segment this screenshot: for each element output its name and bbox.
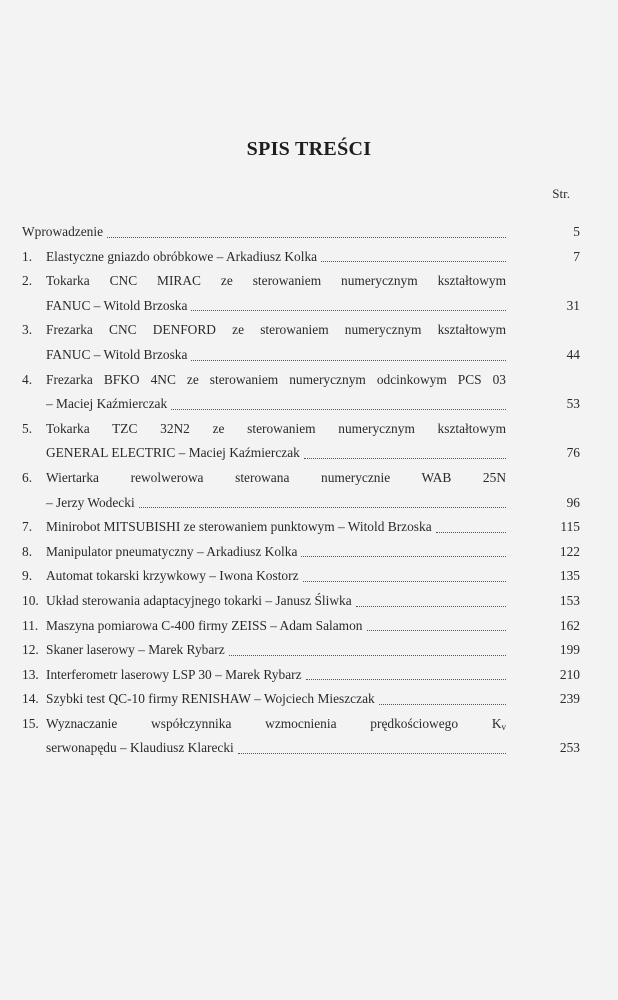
entry-title: Minirobot MITSUBISHI ze sterowaniem punktowym – Witold Brzoska xyxy=(46,519,432,535)
toc-entry-last-line xyxy=(22,614,582,639)
entry-title: GENERAL ELECTRIC – Maciej Kaźmierczak xyxy=(46,445,300,461)
dot-leader xyxy=(356,605,506,607)
toc-entry-last-line xyxy=(22,343,582,368)
dot-leader xyxy=(367,629,507,631)
toc-entry-last-line xyxy=(22,515,582,540)
entry-title: FANUC – Witold Brzoska xyxy=(46,297,188,313)
entry-number: 10. xyxy=(22,592,39,608)
entry-title: Wyznaczanie współczynnika wzmocnienia prędkościowego K xyxy=(46,715,502,731)
entry-title: Szybki test QC-10 firmy RENISHAW – Wojciech Mieszczak xyxy=(46,691,375,707)
entry-title: Manipulator pneumatyczny – Arkadiusz Kolka xyxy=(46,543,298,559)
toc-entry-last-line xyxy=(22,589,582,614)
entry-title: Układ sterowania adaptacyjnego tokarki – Janusz Śliwka xyxy=(46,592,352,608)
toc-entry-last-line xyxy=(22,220,582,245)
toc-entry[interactable] xyxy=(22,515,582,540)
entry-page-number: 135 xyxy=(559,568,580,584)
entry-number: 2. xyxy=(22,273,33,289)
toc-entry[interactable] xyxy=(22,564,582,589)
entry-number: 9. xyxy=(22,568,33,584)
dot-leader xyxy=(306,678,506,680)
toc-entry-last-line xyxy=(22,663,582,688)
entry-page-number: 153 xyxy=(559,592,580,608)
entry-title: serwonapędu – Klaudiusz Klarecki xyxy=(46,740,234,756)
entry-page-number: 5 xyxy=(573,224,580,239)
toc-entry-last-line xyxy=(22,736,582,761)
entry-page-number: 115 xyxy=(560,519,580,535)
subscript: v xyxy=(501,721,506,732)
entry-title: Wprowadzenie xyxy=(22,224,104,239)
toc-entry-last-line xyxy=(22,638,582,663)
dot-leader xyxy=(238,752,506,754)
dot-leader xyxy=(303,580,506,582)
page-column-label: Str. xyxy=(552,186,570,201)
toc-entry-last-line xyxy=(22,392,582,417)
dot-leader xyxy=(139,506,506,508)
toc-entry[interactable] xyxy=(22,663,582,688)
dot-leader xyxy=(229,654,506,656)
dot-leader xyxy=(171,408,506,410)
toc-entry-line xyxy=(22,466,582,491)
entry-page-number: 44 xyxy=(566,346,580,362)
entry-page-number: 210 xyxy=(559,666,580,682)
entry-number: 8. xyxy=(22,543,33,559)
entry-title: Tokarka TZC 32N2 ze sterowaniem numerycznym kształtowym xyxy=(46,420,506,436)
entry-number: 11. xyxy=(22,617,39,633)
toc-entry[interactable] xyxy=(22,614,582,639)
entry-title: Elastyczne gniazdo obróbkowe – Arkadiusz Kolka xyxy=(46,248,318,264)
entry-page-number: 96 xyxy=(566,494,580,510)
entry-title: Maszyna pomiarowa C-400 firmy ZEISS – Adam Salamon xyxy=(46,617,363,633)
entry-number: 3. xyxy=(22,322,33,338)
entry-number: 5. xyxy=(22,420,33,436)
toc-entry[interactable] xyxy=(22,638,582,663)
dot-leader xyxy=(304,457,506,459)
toc-entry[interactable] xyxy=(22,220,582,245)
toc-entry[interactable] xyxy=(22,589,582,614)
dot-leader xyxy=(191,359,506,361)
entry-page-number: 31 xyxy=(566,297,580,313)
toc-entry-line xyxy=(22,368,582,393)
toc-entry-last-line xyxy=(22,441,582,466)
toc-entry[interactable] xyxy=(22,417,582,466)
entry-title: – Jerzy Wodecki xyxy=(46,494,135,510)
entry-number: 15. xyxy=(22,715,39,731)
toc-entry[interactable] xyxy=(22,269,582,318)
entry-title: Tokarka CNC MIRAC ze sterowaniem numerycznym kształtowym xyxy=(46,273,506,289)
entry-page-number: 239 xyxy=(559,691,580,707)
entry-title: Frezarka CNC DENFORD ze sterowaniem numerycznym kształtowym xyxy=(46,322,506,338)
dot-leader xyxy=(107,236,506,238)
entry-title: Interferometr laserowy LSP 30 – Marek Rybarz xyxy=(46,666,302,682)
table-of-contents xyxy=(22,220,582,761)
entry-number: 13. xyxy=(22,666,39,682)
page-title: SPIS TREŚCI xyxy=(246,138,372,160)
toc-entry-last-line xyxy=(22,540,582,565)
toc-entry-last-line xyxy=(22,294,582,319)
toc-entry[interactable] xyxy=(22,466,582,515)
entry-number: 7. xyxy=(22,519,33,535)
entry-page-number: 122 xyxy=(559,543,580,559)
dot-leader xyxy=(436,531,506,533)
entry-number: 4. xyxy=(22,371,33,387)
entry-page-number: 199 xyxy=(559,642,580,658)
entry-title: Wiertarka rewolwerowa sterowana numerycznie WAB 25N xyxy=(46,469,506,485)
entry-page-number: 253 xyxy=(559,740,580,756)
toc-entry-line xyxy=(22,417,582,442)
entry-page-number: 162 xyxy=(559,617,580,633)
toc-entry-last-line xyxy=(22,564,582,589)
toc-entry-last-line xyxy=(22,491,582,516)
dot-leader xyxy=(379,703,506,705)
dot-leader xyxy=(191,309,506,311)
entry-number: 12. xyxy=(22,642,39,658)
entry-page-number: 7 xyxy=(573,248,580,264)
entry-number: 1. xyxy=(22,248,33,264)
dot-leader xyxy=(321,260,506,262)
entry-number: 6. xyxy=(22,469,33,485)
toc-entry-line xyxy=(22,318,582,343)
entry-title: Automat tokarski krzywkowy – Iwona Kostorz xyxy=(46,568,299,584)
toc-entry[interactable] xyxy=(22,245,582,270)
toc-entry[interactable] xyxy=(22,687,582,712)
entry-title: Skaner laserowy – Marek Rybarz xyxy=(46,642,225,658)
entry-title: Frezarka BFKO 4NC ze sterowaniem numerycznym odcinkowym PCS 03 xyxy=(46,371,506,387)
entry-page-number: 53 xyxy=(566,396,580,412)
dot-leader xyxy=(301,555,506,557)
toc-entry[interactable] xyxy=(22,540,582,565)
toc-entry-line xyxy=(22,269,582,294)
toc-entry-last-line xyxy=(22,687,582,712)
toc-entry[interactable] xyxy=(22,318,582,367)
toc-entry-last-line xyxy=(22,245,582,270)
entry-title: FANUC – Witold Brzoska xyxy=(46,346,188,362)
toc-entry[interactable] xyxy=(22,712,582,761)
toc-entry-line xyxy=(22,712,582,737)
entry-page-number: 76 xyxy=(566,445,580,461)
entry-number: 14. xyxy=(22,691,39,707)
entry-title: – Maciej Kaźmierczak xyxy=(46,396,168,412)
toc-entry[interactable] xyxy=(22,368,582,417)
